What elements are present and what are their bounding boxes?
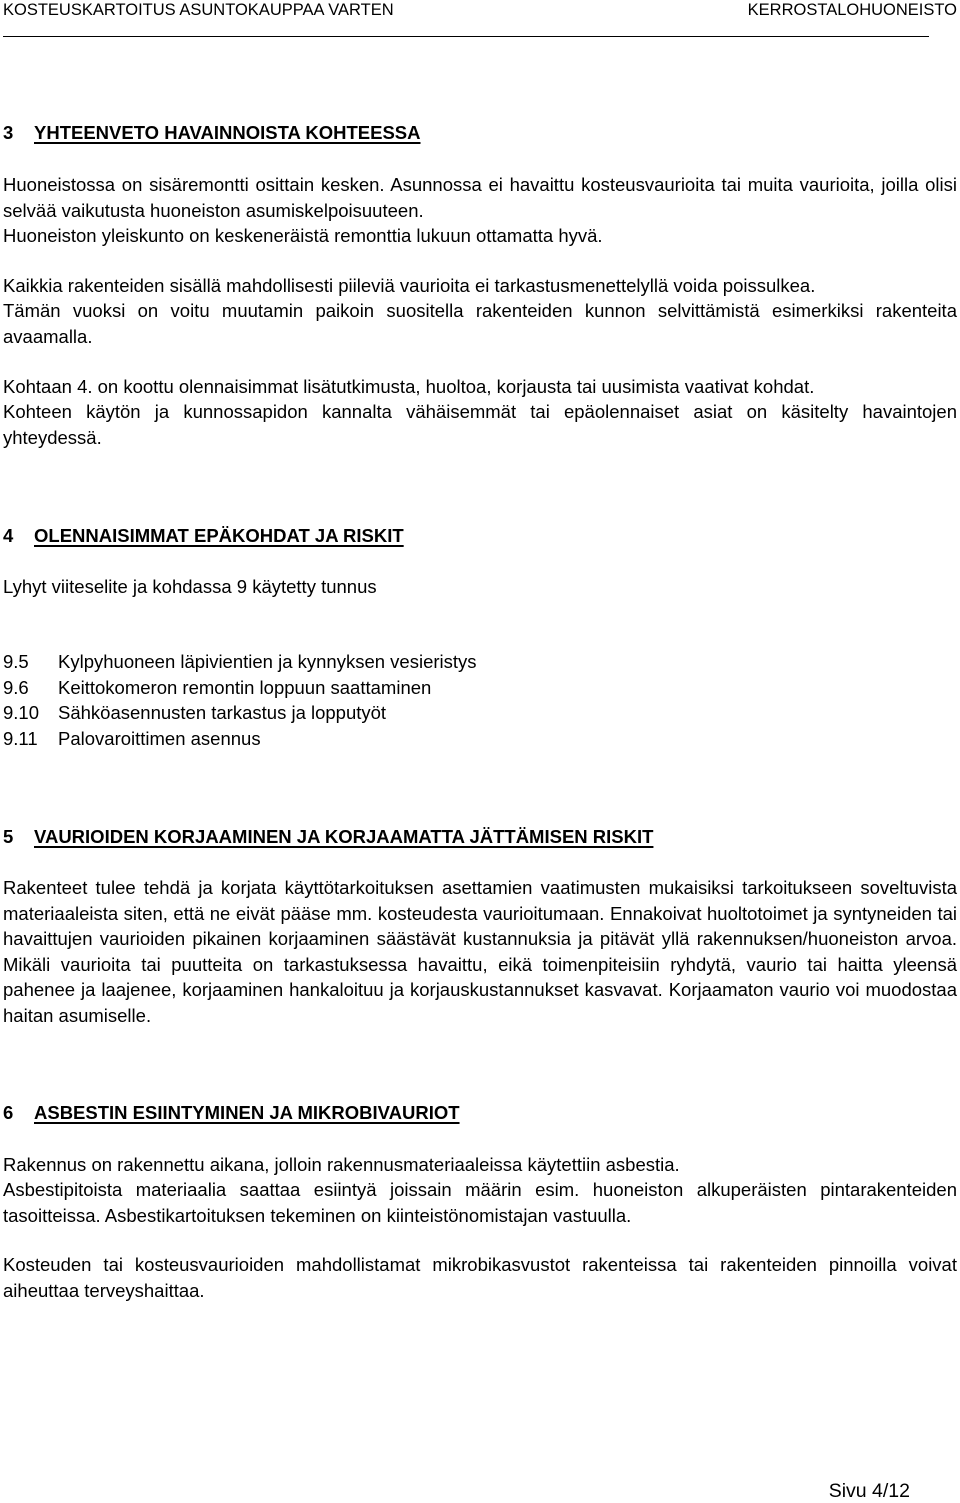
section-3-text-1b: Huoneiston yleiskunto on keskeneräistä remonttia lukuun ottamatta hyvä. (3, 225, 603, 246)
header-left-title: KOSTEUSKARTOITUS ASUNTOKAUPPAA VARTEN (3, 1, 394, 19)
section-6-number: 6 (3, 1102, 14, 1123)
section-3-title: YHTEENVETO HAVAINNOISTA KOHTEESSA (34, 122, 421, 143)
section-6-paragraph-1a (3, 1152, 957, 1178)
section-3-paragraph-3a (3, 374, 957, 400)
section-3-number: 3 (3, 122, 14, 143)
section-6-paragraph-1b (3, 1177, 957, 1228)
list-item-text: Kylpyhuoneen läpivientien ja kynnyksen vesieristys (58, 651, 477, 672)
section-3-text-1: Huoneistossa on sisäremontti osittain kesken. Asunnossa ei havaittu kosteusvaurioita tai muita vaurioita, joilla olisi selvää vaikutusta huoneiston asumiskelpoisuuteen. (3, 174, 957, 221)
section-5-title: VAURIOIDEN KORJAAMINEN JA KORJAAMATTA JÄTTÄMISEN RISKIT (34, 826, 654, 847)
page-number: Sivu 4/12 (828, 1480, 910, 1502)
section-4-intro (3, 574, 957, 600)
list-item-text: Sähköasennusten tarkastus ja lopputyöt (58, 702, 387, 723)
section-4-heading (3, 524, 404, 548)
section-5-text: Rakenteet tulee tehdä ja korjata käyttötarkoituksen asettamien vaatimusten mukaisiksi tarkoitukseen soveltuvista materiaaleista siten, että ne eivät pääse mm. kosteudesta vaurioitumaan. Ennakoivat huoltotoimet ja syntyneiden tai havaittujen vaurioiden pikainen korjaaminen säästävät kustannuksia ja pitävät yllä rakennuksen/huoneiston arvoa. Mikäli vaurioita tai puutteita on tarkastuksessa havaittu, eikä toimenpiteisiin ryhdytä, vaurio tai haitta yleensä pahenee ja laajenee, korjaaminen hankaloituu ja korjauskustannukset kasvavat. Korjaamaton vaurio voi muodostaa haitan asumiselle. (3, 877, 957, 1026)
section-3-text-2a: Kaikkia rakenteiden sisällä mahdollisesti piileviä vaurioita ei tarkastusmenettelyllä voida poissulkea. (3, 275, 816, 296)
section-3-paragraph-1b (3, 223, 957, 249)
list-item (3, 726, 957, 752)
list-item-code: 9.5 (3, 651, 29, 672)
section-5-heading (3, 825, 653, 849)
section-4-title: OLENNAISIMMAT EPÄKOHDAT JA RISKIT (34, 525, 404, 546)
section-6-heading (3, 1101, 460, 1125)
section-6-title: ASBESTIN ESIINTYMINEN JA MIKROBIVAURIOT (34, 1102, 460, 1123)
section-3-paragraph-3b (3, 399, 957, 450)
section-6-text-2: Kosteuden tai kosteusvaurioiden mahdollistamat mikrobikasvustot rakenteissa tai rakenteiden pinnoilla voivat aiheuttaa terveyshaittaa. (3, 1254, 957, 1301)
section-3-text-3a: Kohtaan 4. on koottu olennaisimmat lisätutkimusta, huoltoa, korjausta tai uusimista vaativat kohdat. (3, 376, 815, 397)
section-4-intro-text: Lyhyt viiteselite ja kohdassa 9 käytetty tunnus (3, 576, 377, 597)
section-3-heading (3, 121, 421, 145)
list-item-code: 9.11 (3, 727, 38, 749)
section-6-paragraph-2 (3, 1252, 957, 1303)
section-4-number: 4 (3, 525, 14, 546)
list-item (3, 675, 957, 701)
section-3-text-3b: Kohteen käytön ja kunnossapidon kannalta vähäisemmät tai epäolennaiset asiat on käsitelty havaintojen yhteydessä. (3, 401, 957, 448)
section-6-text-1a: Rakennus on rakennettu aikana, jolloin rakennusmateriaaleissa käytettiin asbestia. (3, 1154, 680, 1175)
list-item-code: 9.10 (3, 702, 40, 723)
header-right-title: KERROSTALOHUONEISTO (747, 1, 957, 19)
section-5-paragraph (3, 875, 957, 1028)
section-3-text-2b: Tämän vuoksi on voitu muutamin paikoin suositella rakenteiden kunnon selvittämistä esimerkiksi rakenteita avaamalla. (3, 300, 957, 347)
section-5-number: 5 (3, 826, 14, 847)
section-6-text-1b: Asbestipitoista materiaalia saattaa esiintyä joissain määrin esim. huoneiston alkuperäisten pintarakenteiden tasoitteissa. Asbestikartoituksen tekeminen on kiinteistönomistajan vastuulla. (3, 1179, 957, 1226)
section-3-paragraph-2a (3, 273, 957, 299)
section-3-paragraph-2b (3, 298, 957, 349)
list-item-code: 9.6 (3, 676, 29, 698)
list-item-text: Keittokomeron remontin loppuun saattaminen (58, 676, 432, 698)
section-3-paragraph-1 (3, 172, 957, 223)
section-4-list (3, 649, 957, 751)
page-header (3, 0, 957, 22)
header-rule (3, 36, 929, 37)
list-item-text: Palovaroittimen asennus (58, 727, 261, 749)
list-item (3, 649, 957, 675)
list-item (3, 700, 957, 726)
